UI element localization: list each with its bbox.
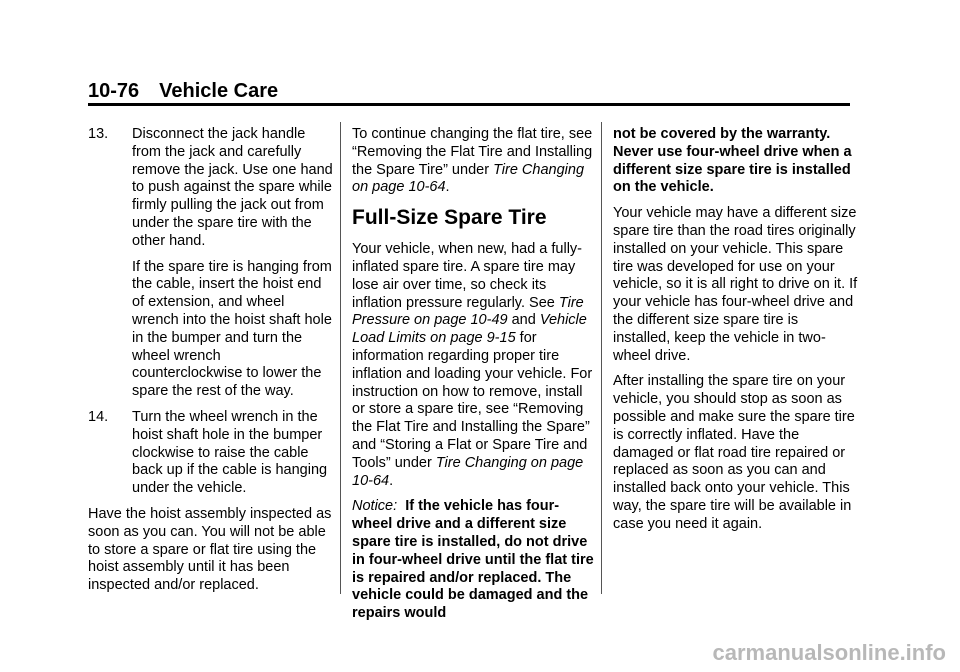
column-left xyxy=(88,126,334,603)
step-text: Disconnect the jack handle from the jack and carefully remove the jack. Use one hand to push against the spare while firmly pulling the jack out from under the spare tire with the other hand. xyxy=(132,126,333,249)
page-reference-link[interactable]: Tire Changing on page 10-64 xyxy=(352,161,585,196)
notice-text: not be covered by the warranty. Never use four-wheel drive when a different size spare tire is installed on the vehicle. xyxy=(613,126,852,196)
page-reference-link[interactable]: Vehicle Load Limits on page 9-15 xyxy=(352,312,587,347)
text: and xyxy=(507,312,540,329)
paragraph: Your vehicle may have a different size spare tire than the road tires originally installed on your vehicle. This spare tire was developed for use on your vehicle, so it is all right to drive on it. If your vehicle has four-wheel drive and the different size spare tire is installed, keep the vehicle in two-wheel drive. xyxy=(613,205,858,364)
page-reference-link[interactable]: Tire Changing on page 10-64 xyxy=(352,454,584,489)
watermark: carmanualsonline.info xyxy=(712,640,946,665)
step-text: Turn the wheel wrench in the hoist shaft hole in the bumper clockwise to raise the cable back up if the cable is hanging under the vehicle. xyxy=(132,408,328,497)
step-text: If the spare tire is hanging from the cable, insert the hoist end of extension, and wheel wrench into the hoist shaft hole in the bumper and turn the wheel wrench counterclockwise to lower the spare the rest of the way. xyxy=(132,258,332,400)
notice-label: Notice: xyxy=(352,498,398,515)
text: Your vehicle, when new, had a fully-inflated spare tire. A spare tire may lose air over time, so check its inflation pressure regularly. See xyxy=(352,241,582,311)
step-14 xyxy=(88,409,334,498)
section-heading: Full-Size Spare Tire xyxy=(352,206,547,230)
step-number: 13. xyxy=(88,126,109,142)
paragraph: Have the hoist assembly inspected as soon as you can. You will not be able to store a spare or flat tire using the hoist assembly until it has been inspected and/or replaced. xyxy=(88,505,332,594)
column-middle xyxy=(352,126,598,631)
paragraph xyxy=(352,126,598,197)
page-reference-link[interactable]: Tire Pressure on page 10-49 xyxy=(352,294,584,329)
paragraph: After installing the spare tire on your vehicle, you should stop as soon as possible and make sure the spare tire is correctly inflated. Have the damaged or flat road tire repaired or replaced as soon as you can and installed back onto your vehicle. This way, the spare tire will be available in case you need it again. xyxy=(613,373,855,532)
column-right xyxy=(613,126,859,542)
text: . xyxy=(389,472,394,489)
column-divider xyxy=(601,122,602,594)
notice-text: If the vehicle has four-wheel drive and a different size spare tire is installed, do not drive in four-wheel drive until the flat tire is repaired and/or replaced. The vehicle could be damaged and the repairs would xyxy=(352,498,594,622)
column-divider xyxy=(340,122,341,594)
header-rule xyxy=(88,103,850,106)
page-number: 10-76 xyxy=(88,80,140,102)
text: To continue changing the flat tire, see “Removing the Flat Tire and Installing the Spare Tire” under xyxy=(352,126,593,178)
step-13 xyxy=(88,126,334,401)
text: . xyxy=(445,179,450,196)
notice-continuation xyxy=(613,126,859,197)
section-title: Vehicle Care xyxy=(159,80,279,102)
notice-paragraph xyxy=(352,498,598,623)
paragraph xyxy=(352,241,598,490)
text: for information regarding proper tire inflation and loading your vehicle. For instruction on how to remove, install or store a spare tire, see “Removing the Flat Tire and Installing the Spare” and “Storing a Flat or Spare Tire and Tools” under xyxy=(352,330,593,471)
step-number: 14. xyxy=(88,408,109,425)
page-header xyxy=(88,79,850,103)
